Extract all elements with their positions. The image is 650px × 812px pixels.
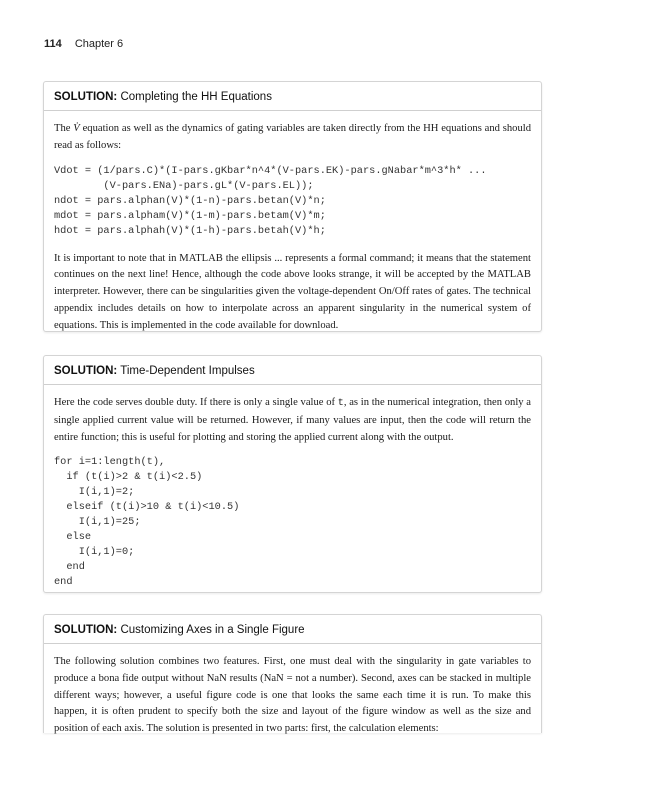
code-line: I(i,1)=2; [54, 486, 135, 499]
code-line: else [54, 531, 92, 544]
solution-title: Time-Dependent Impulses [120, 365, 255, 377]
code-line: I(i,1)=0; [54, 546, 135, 559]
code-line: ndot = pars.alphan(V)*(1-n)-pars.betan(V)*n; [54, 194, 326, 207]
intro-text-start: The [54, 123, 74, 134]
code-line: elseif (t(i)>10 & t(i)<10.5) [54, 501, 240, 514]
code-line: mdot = pars.alpham(V)*(1-m)-pars.betam(V)*m; [54, 209, 326, 222]
solution-label: SOLUTION: [54, 365, 118, 377]
impulse-text-start: Here the code serves double duty. If there is only a single value of [54, 397, 338, 408]
solution-box-impulses [43, 355, 542, 593]
solution-box-title [44, 615, 541, 644]
code-block-hh [54, 164, 531, 239]
inline-code-t: t [337, 398, 344, 409]
code-line: if (t(i)>2 & t(i)<2.5) [54, 471, 203, 484]
solution-box-hh-equations [43, 81, 542, 332]
impulse-paragraph [54, 395, 531, 446]
code-line: (V-pars.ENa)-pars.gL*(V-pars.EL)); [54, 179, 314, 192]
code-line: for i=1:length(t), [54, 456, 166, 469]
ellipsis-paragraph: It is important to note that in MATLAB the ellipsis ... represents a formal command; it means that the statement continues on the next line! Hence, although the code above looks strange, it will be accepted by the MATLAB interpreter. However, there can be singularities given the voltage-dependent On/Off rates of gates. The technical appendix includes details on how to interpolate across an apparent singularity in the numerical system of equations. This is implemented in the code available for download. [54, 252, 531, 331]
solution-title: Completing the HH Equations [120, 91, 272, 103]
vdot-symbol: V̇ [73, 123, 80, 134]
chapter-label: Chapter 6 [74, 38, 124, 50]
solution-title: Customizing Axes in a Single Figure [120, 624, 305, 636]
axes-paragraph: The following solution combines two features. First, one must deal with the singularity in gate variables to produce a bona fide output without NaN results (NaN = not a number). Second, axes can be stacked in multiple different ways; however, a useful figure code is one that looks the same each time it is run. To make this happen, it is often prudent to specify both the size and layout of the figure window as well as the size and position of each axis. The solution is presented in two parts: first, the calculation elements: [54, 656, 531, 735]
code-line: end [54, 561, 85, 574]
solution-label: SOLUTION: [54, 624, 118, 636]
intro-text-end: equation as well as the dynamics of gating variables are taken directly from the HH equations and should read as follows: [54, 123, 531, 151]
solution-box-axes [43, 614, 542, 733]
page-number: 114 [44, 38, 62, 50]
page-header [44, 38, 123, 50]
impulse-text-end: , as in the numerical integration, then only a single applied current value will be returned. However, if many values are input, then the code will return the entire function; this is useful for plotting and storing the applied current along with the output. [54, 397, 532, 443]
solution-box-title [44, 82, 541, 111]
intro-paragraph [54, 121, 531, 155]
code-line: end [54, 576, 73, 589]
code-line: I(i,1)=25; [54, 516, 141, 529]
code-line: hdot = pars.alphah(V)*(1-h)-pars.betah(V)*h; [54, 224, 326, 237]
solution-label: SOLUTION: [54, 91, 118, 103]
code-line: Vdot = (1/pars.C)*(I-pars.gKbar*n^4*(V-pars.EK)-pars.gNabar*m^3*h* ... [54, 164, 487, 177]
code-block-impulses [54, 455, 531, 590]
solution-box-title [44, 356, 541, 385]
